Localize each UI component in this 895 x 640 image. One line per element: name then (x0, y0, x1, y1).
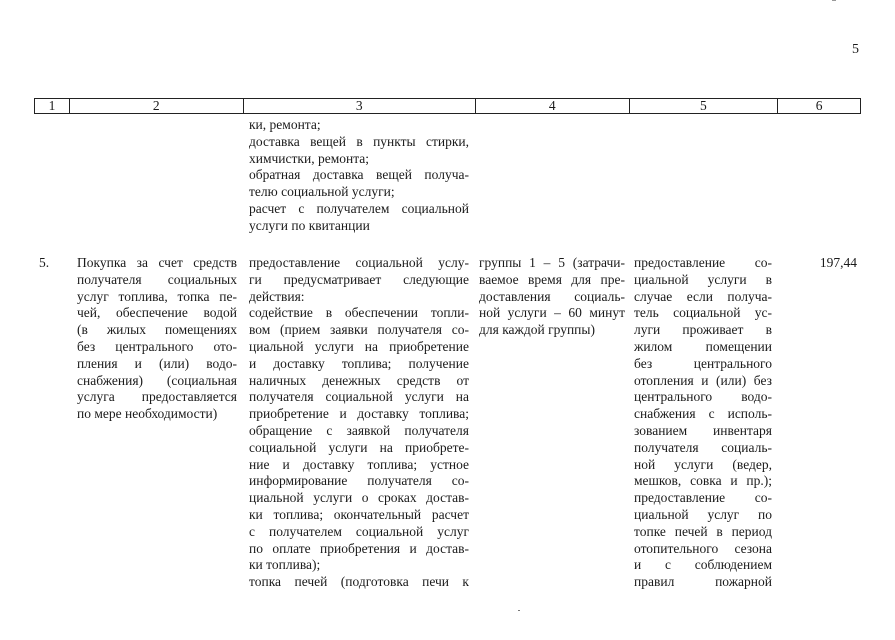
text-line: без центрального (634, 355, 772, 371)
page-number: 5 (852, 42, 859, 57)
text-line: ки топлива); (249, 557, 321, 573)
text-line: телю социальной услуги; (249, 184, 395, 200)
text-line: содействие в обеспечении топли- (249, 305, 469, 321)
text-line: действия: (249, 288, 305, 304)
text-line: услуги по квитанции (249, 217, 370, 233)
service-conditions-cell (634, 255, 772, 591)
text-line: доставления социаль- (479, 288, 625, 304)
tariff-value-cell: 197,44 (819, 255, 857, 270)
text-line: получателя социальной услуги на (249, 389, 469, 405)
text-line: луги проживает в (634, 322, 772, 338)
text-line: мешков, совка и пр.); (634, 473, 772, 489)
text-line: (в жилых помещениях (77, 322, 237, 338)
header-col-6: 6 (815, 98, 823, 113)
text-line: ки, ремонта; (249, 117, 321, 132)
header-col-3: 3 (244, 99, 476, 113)
text-line: тель социальной ус- (634, 305, 772, 321)
text-line: пления и (или) водо- (77, 355, 237, 371)
text-line: ной услуги – 60 минут (479, 305, 625, 321)
text-line: информирование получателя со- (249, 473, 469, 489)
text-line: расчет с получателем социальной (249, 200, 469, 216)
text-line: отопления и (или) без (634, 372, 772, 388)
text-line: случае если получа- (634, 288, 772, 304)
text-line: чей, обеспечение водой (77, 305, 237, 321)
service-description-cell (249, 255, 469, 591)
text-line: предоставление со- (634, 490, 772, 506)
text-line: и с соблюдением (634, 557, 772, 573)
header-col-5: 5 (630, 99, 779, 113)
text-line: и доставку топлива; получение (249, 355, 469, 371)
text-line: ние и доставку топлива; устное (249, 456, 469, 472)
table-header-row (34, 98, 861, 114)
text-line: по оплате приобретения и достав- (249, 540, 469, 556)
text-line: Покупка за счет средств (77, 255, 237, 270)
text-line: с получателем социальной услуг (249, 523, 469, 539)
text-line: химчистки, ремонта; (249, 150, 370, 166)
text-line: услуг топлива, топка пе- (77, 288, 237, 304)
text-line: получателя социальных (77, 271, 237, 287)
row-number: 5. (39, 255, 50, 270)
text-line: предоставление социальной услу- (249, 255, 469, 270)
text-line: получателя социаль- (634, 439, 772, 455)
text-line: обращение с заявкой получателя (249, 422, 469, 438)
text-line: жилом помещении (634, 338, 772, 354)
text-line: циальной услуг по (634, 506, 772, 522)
text-line: снабжения) (социальная (77, 372, 237, 388)
text-line: приобретение и доставку топлива; (249, 406, 469, 422)
text-line: топка печей (подготовка печи к (249, 574, 469, 590)
text-line: топке печей в период (634, 523, 772, 539)
service-time-cell (479, 255, 625, 339)
service-name-cell (77, 255, 237, 423)
continuation-col3-text (249, 117, 469, 235)
text-line: циальной услуги о сроках достав- (249, 490, 469, 506)
text-line: ги предусматривает следующие (249, 271, 469, 287)
text-line: социальной услуги на приобрете- (249, 439, 469, 455)
scan-artifact-bottom (518, 610, 520, 611)
text-line: ной услуги (ведер, (634, 456, 772, 472)
text-line: зованием инвентаря (634, 422, 772, 438)
header-col-2: 2 (70, 99, 244, 113)
text-line: без центрального ото- (77, 338, 237, 354)
text-line: предоставление со- (634, 255, 772, 270)
text-line: циальной услуги на приобретение (249, 338, 469, 354)
text-line: ки топлива; окончательный расчет (249, 506, 469, 522)
text-line: наличных денежных средств от (249, 372, 469, 388)
text-line: по мере необходимости) (77, 406, 218, 422)
text-line: циальной услуги в (634, 271, 772, 287)
text-line: центрального водо- (634, 389, 772, 405)
scan-artifact-top (832, 0, 836, 1)
text-line: снабжения с исполь- (634, 406, 772, 422)
text-line: для каждой группы) (479, 322, 595, 338)
text-line: доставка вещей в пункты стирки, (249, 133, 469, 149)
text-line: отопительного сезона (634, 540, 772, 556)
text-line: ваемое время для пре- (479, 271, 625, 287)
text-line: группы 1 – 5 (затрачи- (479, 255, 625, 270)
text-line: вом (прием заявки получателя со- (249, 322, 469, 338)
text-line: обратная доставка вещей получа- (249, 167, 469, 183)
header-col-4: 4 (476, 99, 630, 113)
header-col-1: 1 (35, 99, 70, 113)
text-line: услуга предоставляется (77, 389, 237, 405)
text-line: правил пожарной (634, 574, 772, 590)
